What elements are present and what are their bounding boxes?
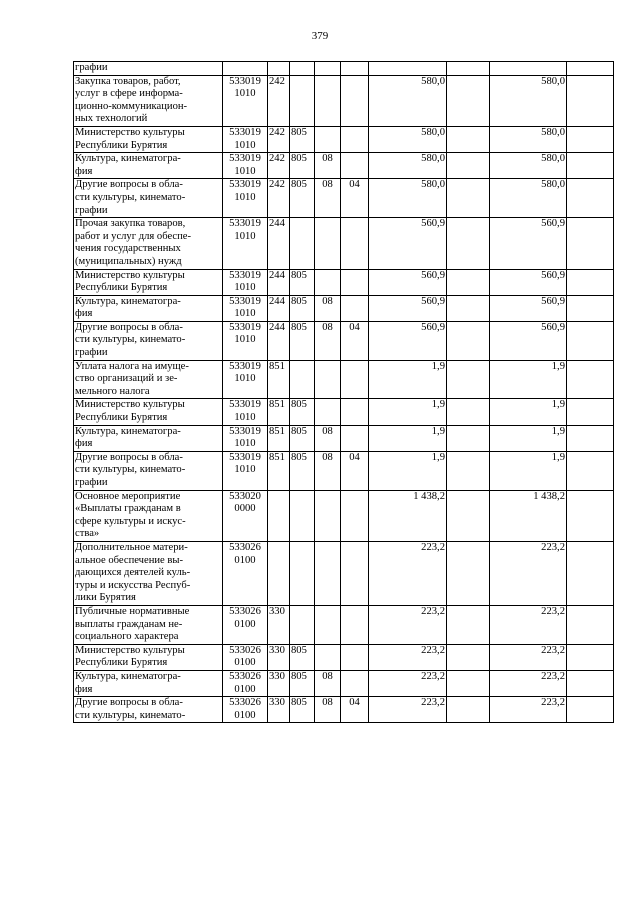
- cell-amount-1: 580,0: [369, 126, 447, 152]
- cell-target-code: 533019 1010: [223, 399, 268, 425]
- cell-name: Закупка товаров, работ, услуг в сфере информа- ционно-коммуникацион- ных технологий: [74, 75, 223, 126]
- cell-name: Публичные нормативные выплаты гражданам не- социального характера: [74, 605, 223, 644]
- cell-section: 08: [315, 153, 341, 179]
- cell-section: 08: [315, 697, 341, 723]
- cell-name: Культура, кинематогра- фия: [74, 295, 223, 321]
- cell-amount-1: 1 438,2: [369, 490, 447, 541]
- table-row: [74, 295, 614, 321]
- cell-ministry-code: 805: [290, 295, 315, 321]
- table-row: [74, 605, 614, 644]
- cell-name: графии: [74, 62, 223, 76]
- cell-target-code: 533019 1010: [223, 179, 268, 218]
- cell-empty-1: [447, 62, 490, 76]
- cell-target-code: [223, 62, 268, 76]
- cell-section: [315, 269, 341, 295]
- cell-subsection: [341, 269, 369, 295]
- cell-empty-2: [567, 425, 614, 451]
- cell-expense-type: 330: [268, 697, 290, 723]
- cell-empty-2: [567, 670, 614, 696]
- cell-amount-2: 223,2: [490, 605, 567, 644]
- cell-section: [315, 541, 341, 605]
- cell-empty-2: [567, 62, 614, 76]
- cell-target-code: 533019 1010: [223, 218, 268, 269]
- cell-empty-1: [447, 670, 490, 696]
- cell-target-code: 533019 1010: [223, 153, 268, 179]
- table-row: [74, 75, 614, 126]
- cell-target-code: 533019 1010: [223, 295, 268, 321]
- cell-section: [315, 490, 341, 541]
- cell-expense-type: 851: [268, 399, 290, 425]
- cell-subsection: [341, 153, 369, 179]
- cell-empty-2: [567, 153, 614, 179]
- cell-subsection: [341, 425, 369, 451]
- cell-expense-type: 242: [268, 75, 290, 126]
- cell-subsection: [341, 541, 369, 605]
- cell-subsection: [341, 670, 369, 696]
- cell-expense-type: 244: [268, 295, 290, 321]
- table-row: [74, 399, 614, 425]
- cell-subsection: [341, 126, 369, 152]
- cell-amount-2: 580,0: [490, 75, 567, 126]
- cell-ministry-code: 805: [290, 399, 315, 425]
- cell-expense-type: 242: [268, 179, 290, 218]
- cell-ministry-code: [290, 541, 315, 605]
- cell-ministry-code: 805: [290, 670, 315, 696]
- cell-empty-1: [447, 295, 490, 321]
- cell-ministry-code: 805: [290, 451, 315, 490]
- cell-empty-2: [567, 218, 614, 269]
- cell-expense-type: [268, 541, 290, 605]
- cell-empty-1: [447, 541, 490, 605]
- cell-empty-1: [447, 218, 490, 269]
- cell-target-code: 533020 0000: [223, 490, 268, 541]
- table-row: [74, 62, 614, 76]
- cell-ministry-code: [290, 75, 315, 126]
- budget-table: [73, 61, 614, 723]
- cell-expense-type: 244: [268, 321, 290, 360]
- cell-section: 08: [315, 321, 341, 360]
- table-row: [74, 425, 614, 451]
- cell-amount-1: 1,9: [369, 451, 447, 490]
- cell-name: Другие вопросы в обла- сти культуры, кинемато- графии: [74, 179, 223, 218]
- cell-expense-type: 851: [268, 425, 290, 451]
- cell-subsection: 04: [341, 179, 369, 218]
- cell-expense-type: 330: [268, 644, 290, 670]
- table-row: [74, 670, 614, 696]
- cell-section: 08: [315, 425, 341, 451]
- cell-amount-2: 1,9: [490, 425, 567, 451]
- cell-empty-2: [567, 269, 614, 295]
- cell-expense-type: 242: [268, 126, 290, 152]
- cell-empty-2: [567, 321, 614, 360]
- cell-section: [315, 218, 341, 269]
- cell-amount-2: 560,9: [490, 321, 567, 360]
- cell-amount-1: 223,2: [369, 605, 447, 644]
- cell-target-code: 533019 1010: [223, 75, 268, 126]
- cell-target-code: 533026 0100: [223, 644, 268, 670]
- cell-empty-1: [447, 425, 490, 451]
- cell-section: [315, 62, 341, 76]
- cell-empty-2: [567, 644, 614, 670]
- cell-empty-2: [567, 697, 614, 723]
- cell-name: Другие вопросы в обла- сти культуры, кинемато-: [74, 697, 223, 723]
- cell-amount-2: 223,2: [490, 670, 567, 696]
- table-row: [74, 218, 614, 269]
- cell-amount-2: 223,2: [490, 541, 567, 605]
- cell-expense-type: 330: [268, 605, 290, 644]
- table-row: [74, 179, 614, 218]
- cell-section: 08: [315, 179, 341, 218]
- cell-subsection: [341, 218, 369, 269]
- cell-name: Культура, кинематогра- фия: [74, 153, 223, 179]
- cell-section: [315, 126, 341, 152]
- cell-amount-1: 1,9: [369, 360, 447, 399]
- cell-name: Министерство культуры Республики Бурятия: [74, 399, 223, 425]
- cell-subsection: 04: [341, 697, 369, 723]
- cell-empty-1: [447, 697, 490, 723]
- cell-amount-1: 1,9: [369, 425, 447, 451]
- cell-target-code: 533019 1010: [223, 321, 268, 360]
- cell-amount-2: 580,0: [490, 126, 567, 152]
- cell-empty-1: [447, 126, 490, 152]
- table-row: [74, 451, 614, 490]
- cell-empty-1: [447, 179, 490, 218]
- cell-expense-type: 244: [268, 218, 290, 269]
- cell-empty-2: [567, 541, 614, 605]
- cell-empty-1: [447, 153, 490, 179]
- cell-name: Культура, кинематогра- фия: [74, 425, 223, 451]
- cell-ministry-code: 805: [290, 179, 315, 218]
- cell-empty-2: [567, 295, 614, 321]
- table-row: [74, 541, 614, 605]
- cell-empty-1: [447, 360, 490, 399]
- cell-target-code: 533019 1010: [223, 269, 268, 295]
- cell-amount-2: 580,0: [490, 179, 567, 218]
- cell-empty-1: [447, 321, 490, 360]
- cell-ministry-code: [290, 62, 315, 76]
- cell-subsection: 04: [341, 321, 369, 360]
- cell-ministry-code: 805: [290, 644, 315, 670]
- cell-name: Культура, кинематогра- фия: [74, 670, 223, 696]
- cell-ministry-code: 805: [290, 153, 315, 179]
- table-row: [74, 321, 614, 360]
- table-row: [74, 269, 614, 295]
- cell-subsection: [341, 399, 369, 425]
- cell-section: [315, 644, 341, 670]
- cell-expense-type: 851: [268, 360, 290, 399]
- cell-empty-2: [567, 605, 614, 644]
- cell-target-code: 533026 0100: [223, 541, 268, 605]
- cell-amount-1: 1,9: [369, 399, 447, 425]
- cell-subsection: [341, 75, 369, 126]
- cell-section: [315, 360, 341, 399]
- cell-ministry-code: 805: [290, 321, 315, 360]
- table-row: [74, 644, 614, 670]
- cell-name: Другие вопросы в обла- сти культуры, кинемато- графии: [74, 321, 223, 360]
- cell-amount-2: 1,9: [490, 360, 567, 399]
- cell-name: Министерство культуры Республики Бурятия: [74, 269, 223, 295]
- cell-amount-1: 580,0: [369, 75, 447, 126]
- cell-target-code: 533019 1010: [223, 425, 268, 451]
- cell-empty-1: [447, 605, 490, 644]
- cell-empty-2: [567, 360, 614, 399]
- cell-target-code: 533019 1010: [223, 360, 268, 399]
- cell-expense-type: [268, 490, 290, 541]
- cell-expense-type: 244: [268, 269, 290, 295]
- cell-amount-1: 560,9: [369, 295, 447, 321]
- cell-section: 08: [315, 670, 341, 696]
- cell-amount-1: 580,0: [369, 153, 447, 179]
- cell-subsection: [341, 360, 369, 399]
- table-row: [74, 490, 614, 541]
- cell-name: Уплата налога на имуще- ство организаций и зе- мельного налога: [74, 360, 223, 399]
- cell-subsection: 04: [341, 451, 369, 490]
- cell-empty-1: [447, 75, 490, 126]
- table-row: [74, 697, 614, 723]
- cell-expense-type: 242: [268, 153, 290, 179]
- page-number: 379: [311, 30, 329, 42]
- cell-section: 08: [315, 295, 341, 321]
- cell-target-code: 533026 0100: [223, 605, 268, 644]
- cell-amount-2: 1,9: [490, 399, 567, 425]
- cell-empty-2: [567, 399, 614, 425]
- cell-amount-1: 560,9: [369, 321, 447, 360]
- cell-amount-2: 560,9: [490, 269, 567, 295]
- cell-empty-2: [567, 75, 614, 126]
- cell-amount-1: 560,9: [369, 269, 447, 295]
- cell-section: [315, 605, 341, 644]
- budget-table-body: [74, 62, 614, 723]
- cell-amount-1: 223,2: [369, 541, 447, 605]
- cell-amount-1: 223,2: [369, 697, 447, 723]
- cell-expense-type: [268, 62, 290, 76]
- cell-name: Прочая закупка товаров, работ и услуг для обеспе- чения государственных (муниципальных) нужд: [74, 218, 223, 269]
- cell-name: Министерство культуры Республики Бурятия: [74, 644, 223, 670]
- cell-amount-2: [490, 62, 567, 76]
- cell-empty-2: [567, 179, 614, 218]
- cell-amount-1: 560,9: [369, 218, 447, 269]
- cell-section: [315, 399, 341, 425]
- cell-amount-2: 223,2: [490, 644, 567, 670]
- cell-ministry-code: 805: [290, 425, 315, 451]
- cell-empty-2: [567, 126, 614, 152]
- cell-amount-2: 560,9: [490, 295, 567, 321]
- cell-section: [315, 75, 341, 126]
- cell-ministry-code: [290, 605, 315, 644]
- cell-subsection: [341, 605, 369, 644]
- cell-ministry-code: 805: [290, 697, 315, 723]
- cell-empty-1: [447, 644, 490, 670]
- cell-amount-1: 223,2: [369, 670, 447, 696]
- cell-empty-1: [447, 399, 490, 425]
- cell-amount-2: 223,2: [490, 697, 567, 723]
- cell-subsection: [341, 490, 369, 541]
- cell-section: 08: [315, 451, 341, 490]
- cell-empty-1: [447, 490, 490, 541]
- cell-target-code: 533019 1010: [223, 126, 268, 152]
- cell-amount-2: 560,9: [490, 218, 567, 269]
- cell-name: Министерство культуры Республики Бурятия: [74, 126, 223, 152]
- cell-target-code: 533019 1010: [223, 451, 268, 490]
- cell-name: Дополнительное матери- альное обеспечение вы- дающихся деятелей куль- туры и искусства Респуб- лики Бурятия: [74, 541, 223, 605]
- cell-target-code: 533026 0100: [223, 670, 268, 696]
- cell-amount-1: 580,0: [369, 179, 447, 218]
- cell-expense-type: 851: [268, 451, 290, 490]
- table-row: [74, 126, 614, 152]
- cell-name: Основное мероприятие «Выплаты гражданам в сфере культуры и искус- ства»: [74, 490, 223, 541]
- cell-amount-2: 1,9: [490, 451, 567, 490]
- cell-target-code: 533026 0100: [223, 697, 268, 723]
- cell-empty-2: [567, 490, 614, 541]
- table-row: [74, 360, 614, 399]
- cell-ministry-code: [290, 490, 315, 541]
- cell-name: Другие вопросы в обла- сти культуры, кинемато- графии: [74, 451, 223, 490]
- cell-amount-2: 1 438,2: [490, 490, 567, 541]
- cell-ministry-code: [290, 360, 315, 399]
- cell-empty-1: [447, 451, 490, 490]
- cell-amount-2: 580,0: [490, 153, 567, 179]
- cell-expense-type: 330: [268, 670, 290, 696]
- cell-empty-2: [567, 451, 614, 490]
- cell-ministry-code: 805: [290, 126, 315, 152]
- cell-subsection: [341, 295, 369, 321]
- cell-subsection: [341, 62, 369, 76]
- cell-ministry-code: 805: [290, 269, 315, 295]
- cell-empty-1: [447, 269, 490, 295]
- table-row: [74, 153, 614, 179]
- cell-amount-1: 223,2: [369, 644, 447, 670]
- cell-ministry-code: [290, 218, 315, 269]
- cell-amount-1: [369, 62, 447, 76]
- cell-subsection: [341, 644, 369, 670]
